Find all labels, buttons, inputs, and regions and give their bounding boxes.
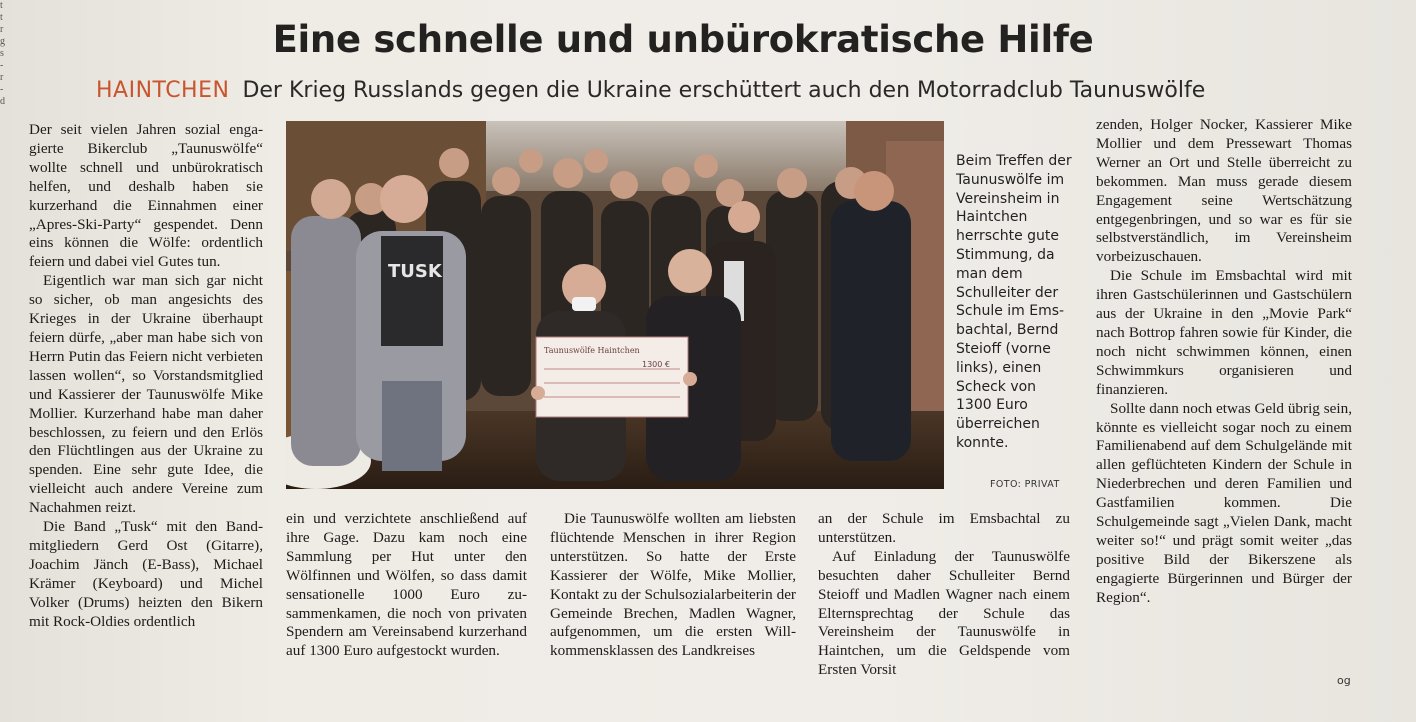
author-signature: og [1337, 674, 1351, 687]
text-column-1 [29, 121, 263, 631]
paragraph: Auf Einladung der Taunuswölfe besuchten daher Schulleiter Bernd Steioff und Madlen Wagner nach einem Elternsprechtag der Schule das Vereinsheim der Taunuswölfe in Haintchen, um die Geldspende vom Ersten Vorsit [818, 547, 1070, 679]
paragraph: Die Band „Tusk“ mit den Bandmitgliedern Gerd Ost (Gitarre), Joachim Jänch (E-Bass), Michael Krämer (Keyboard) und Michel Volker (Drums) heizten den Bikern mit Rock-Oldies ordentlich [29, 518, 263, 630]
paragraph: Der seit vielen Jahren sozial engagierte Bikerclub „Taunuswölfe“ wollte schnell und unbürokratisch helfen, und deshalb haben sie kurzerhand die Einnahmen einer „Apres-Ski-Party“ gespendet. Denn eins können die Wölfe: ordentlich feiern und dabei viel Gutes tun. [29, 121, 263, 271]
paragraph: Eigentlich war man sich gar nicht so sicher, ob man angesichts des Krieges in der Ukraine überhaupt feiern dürfe, „aber man habe sich von Herrn Putin das Feiern nicht verbieten lassen wollen“, so Vorstandsmitglied und Kassierer der Taunuswölfe Mike Mollier. Kurzerhand habe man daher beschlossen, zu feiern und den Erlös den Flüchtlingen aus der Ukraine zu spenden. Eine sehr gute Idee, die vielleicht auch andere Vereine zum Nachahmen reizt. [29, 272, 263, 517]
edge-fragment: r [0, 72, 4, 83]
edge-fragment: s [0, 48, 4, 59]
photo-illustration [286, 121, 944, 489]
paragraph: ein und verzichtete anschließend auf ihre Gage. Dazu kam noch eine Sammlung per Hut unter den Wölfinnen und Wölfen, so dass damit sensationelle 1000 Euro zusammenkamen, die noch von privaten Spendern am Vereinsabend kurzerhand auf 1300 Euro aufgestockt wurden. [286, 510, 527, 660]
donation-cheque [536, 337, 688, 417]
subheadline-text: Der Krieg Russlands gegen die Ukraine erschüttert auch den Motorradclub Taunuswölfe [242, 78, 1206, 103]
cheque-amount: 1300 € [642, 360, 670, 369]
article-headline: Eine schnelle und unbürokratische Hilfe [272, 18, 1094, 61]
article-subheadline [96, 78, 1205, 103]
photo-credit: FOTO: PRIVAT [990, 479, 1060, 490]
text-column-2 [286, 510, 527, 661]
edge-fragment: t [0, 12, 3, 23]
text-column-3 [550, 510, 796, 661]
cheque-payee: Taunuswölfe Haintchen [544, 346, 640, 355]
paragraph: Die Taunuswölfe wollten am liebsten flüchtende Menschen in ihrer Region unterstützen. So hatte der Erste Kassierer der Wölfe, Mike Mollier, Kontakt zu der Schulsozialarbeiterin der Gemeinde Brechen, Madlen Wagner, aufgenommen, um die ersten Willkommensklassen des Landkreises [550, 510, 796, 660]
text-column-5 [1096, 116, 1352, 608]
edge-fragment: - [0, 84, 4, 95]
group-photo [286, 121, 944, 489]
text-column-4 [818, 510, 1070, 680]
edge-fragment: t [0, 0, 3, 11]
edge-fragment: d [0, 96, 5, 107]
location-tag: HAINTCHEN [96, 78, 230, 103]
shirt-print: TUSK [388, 261, 442, 282]
edge-fragment: r [0, 24, 4, 35]
edge-fragment: - [0, 60, 4, 71]
photo-caption: Beim Treffen der Taunuswölfe im Vereinsheim in Haintchen herrschte gute Stimmung, da man dem Schulleiter der Schule im Emsbachtal, Bernd Steioff (vorne links), einen Scheck von 1300 Euro überreichen konnte. [956, 153, 1072, 451]
paragraph: an der Schule im Emsbachtal zu unterstützen. [818, 510, 1070, 546]
edge-fragment: g [0, 36, 5, 47]
paragraph: Die Schule im Emsbachtal wird mit ihren Gastschülerinnen und Gastschülern aus der Ukraine in den „Movie Park“ nach Bottrop fahren sowie für Kinder, die noch nicht schwimmen können, einen Schwimmkurs organisieren und finanzieren. [1096, 267, 1352, 398]
paragraph: Sollte dann noch etwas Geld übrig sein, könnte es vielleicht sogar noch zu einem Familienabend auf dem Schulgelände mit allen geflüchteten Kindern der Schule in Niederbrechen und deren Familien und Gastfamilien kommen. Die Schulgemeinde sagt „Vielen Dank, macht weiter so!“ und prägt somit weiter „das positive Bild der Bikerszene als engagierte Bürgerinnen und Bürger der Region“. [1096, 399, 1352, 606]
paragraph: zenden, Holger Nocker, Kassierer Mike Mollier und dem Pressewart Thomas Werner an Ort und Stelle überreicht zu bekommen. Man muss gerade diesem Engagement seine Wertschätzung entgegenbringen, und so war es für sie selbstverständlich, im Vereinsheim vorbeizuschauen. [1096, 116, 1352, 266]
